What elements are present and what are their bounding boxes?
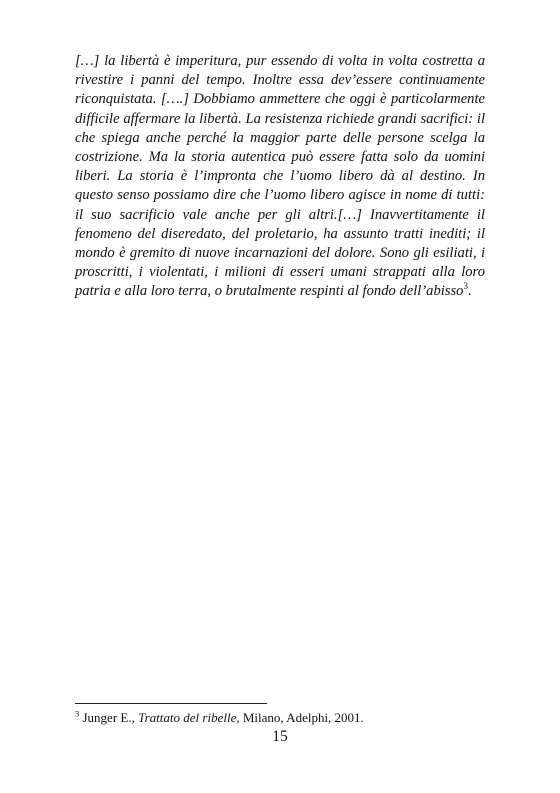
quote-text: […] la libertà è imperitura, pur essendo di volta in volta costretta a rivestire i panni del tempo. Inoltre essa dev’essere continuamente riconquistata. [….] Dobbiamo ammettere che oggi è particolarmente difficile affermare la libertà. La resistenza richiede grandi sacrifici: il che spiega anche perché la maggior parte delle persone scelga la costrizione. Ma la storia autentica può essere fatta solo da uomini liberi. La storia è l’impronta che l’uomo libero dà al destino. In questo senso possiamo dire che l’uomo libero agisce in nome di tutti: il suo sacrificio vale anche per gli altri.[…] Inavvertitamente il fenomeno del diseredato, del proletario, ha assunto tratti inediti; il mondo è gremito di nuove incarnazioni del dolore. Sono gli esiliati, i proscritti, i violentati, i milioni di esseri umani strappati alla loro patria e alla loro terra, o brutalmente respinti al fondo dell’abisso — [75, 53, 485, 300]
footnote — [75, 710, 364, 726]
footnote-number: 3 — [75, 708, 80, 719]
footnote-author: Junger E., — [82, 710, 135, 725]
footnote-title: Trattato del ribelle, — [138, 710, 240, 725]
footnote-publisher: Milano, Adelphi, 2001. — [242, 710, 364, 725]
footnote-separator — [75, 703, 267, 704]
page-number: 15 — [272, 728, 288, 745]
quoted-paragraph: […] la libertà è imperitura, pur essendo di volta in volta costretta a rivestire i panni del tempo. Inoltre essa dev’essere continuamente riconquistata. [….] Dobbiamo ammettere che oggi è particolarmente difficile affermare la libertà. La resistenza richiede grandi sacrifici: il che spiega anche perché la maggior parte delle persone scelga la costrizione. Ma la storia autentica può essere fatta solo da uomini liberi. La storia è l’impronta che l’uomo libero dà al destino. In questo senso possiamo dire che l’uomo libero agisce in nome di tutti: il suo sacrificio vale anche per gli altri.[…] Inavvertitamente il fenomeno del diseredato, del proletario, ha assunto tratti inediti; il mondo è gremito di nuove incarnazioni del dolore. Sono gli esiliati, i proscritti, i violentati, i milioni di esseri umani strappati alla loro patria e alla loro terra, o brutalmente respinti al fondo dell’abisso$^3$. — [75, 53, 485, 300]
footnote-reference: 3 — [463, 281, 468, 292]
